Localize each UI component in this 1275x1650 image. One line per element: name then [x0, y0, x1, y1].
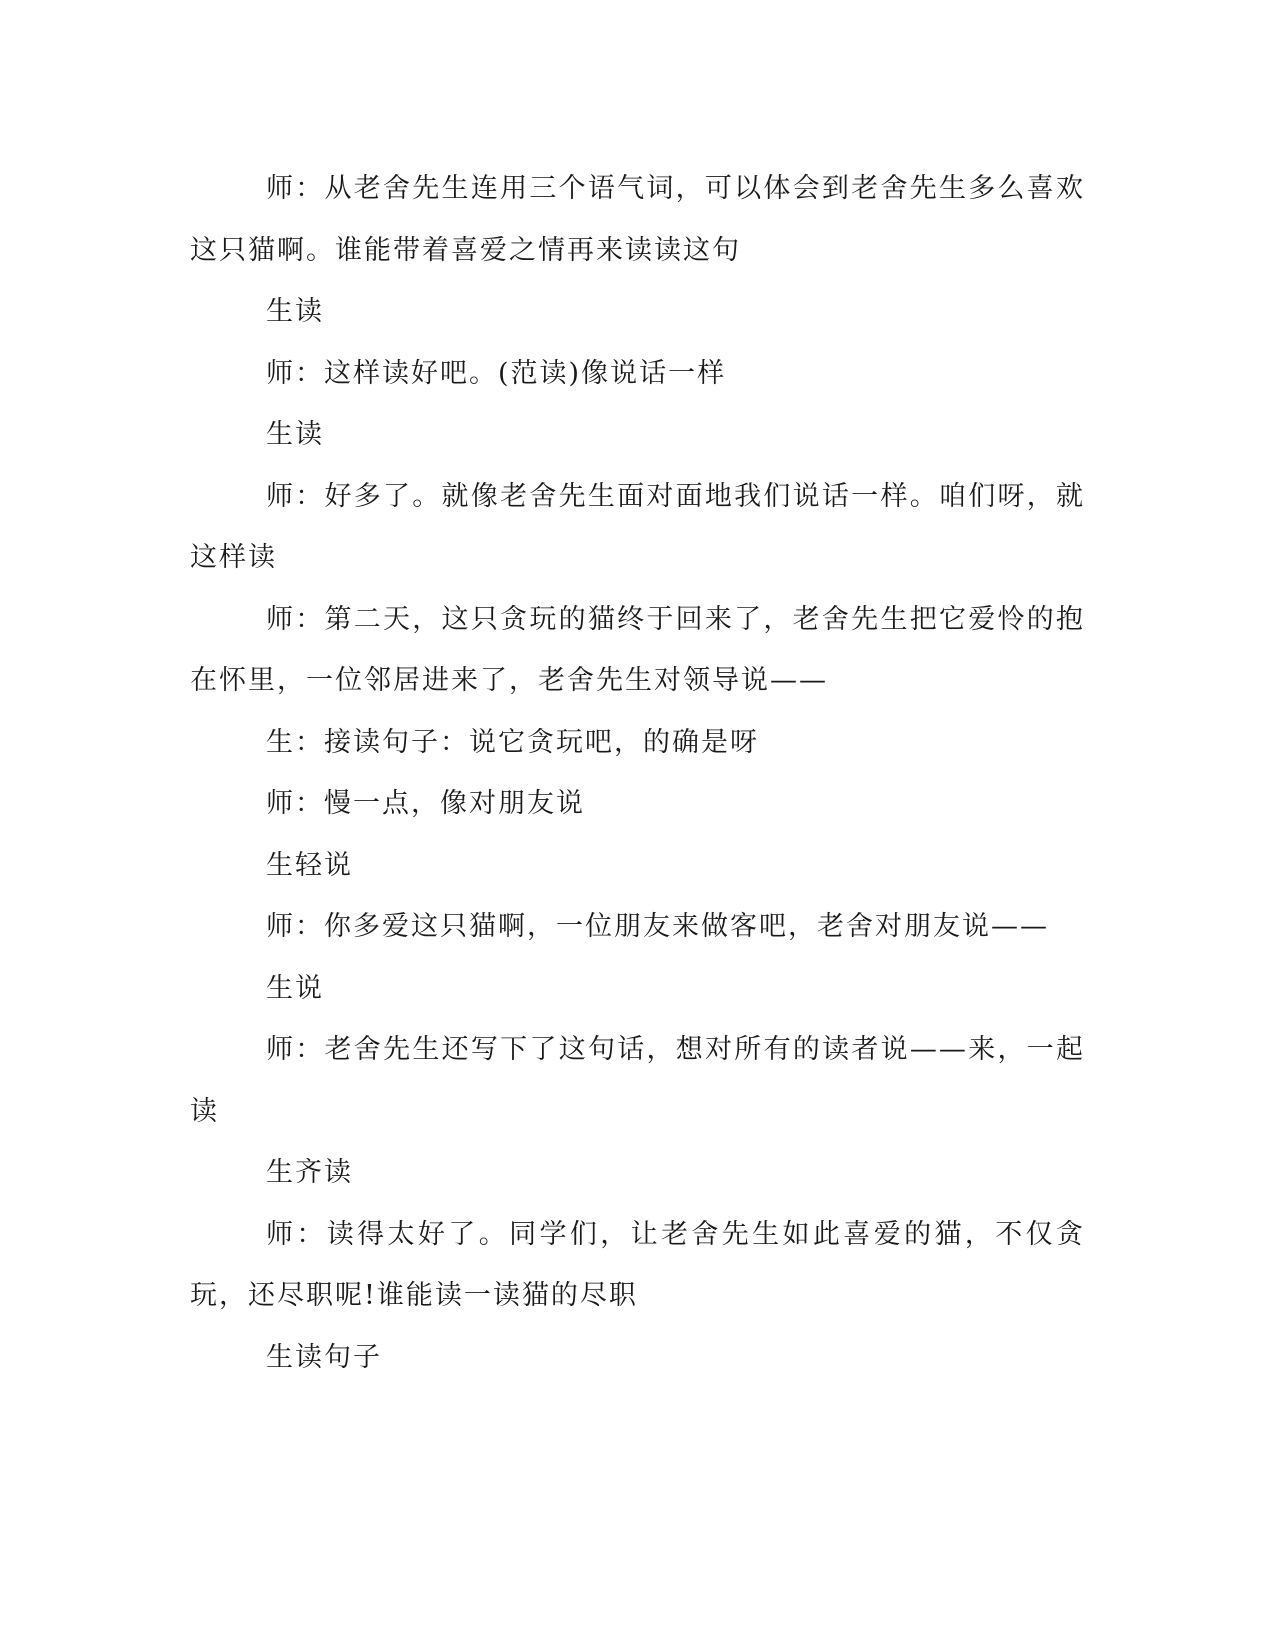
paragraph: 生齐读	[266, 1157, 353, 1188]
document-body	[190, 158, 1085, 1388]
paragraph: 师：好多了。就像老舍先生面对面地我们说话一样。咱们呀，就这样读	[190, 480, 1085, 573]
paragraph: 生读	[266, 296, 324, 327]
paragraph: 生读句子	[266, 1341, 382, 1373]
paragraph: 师：读得太好了。同学们，让老舍先生如此喜爱的猫，不仅贪玩，还尽职呢!谁能读一读猫的尽职	[190, 1218, 1085, 1311]
paragraph: 师：从老舍先生连用三个语气词，可以体会到老舍先生多么喜欢这只猫啊。谁能带着喜爱之情再来读读这句	[190, 173, 1085, 266]
paragraph: 生读	[266, 419, 324, 450]
paragraph: 生说	[266, 972, 324, 1004]
paragraph: 师：这样读好吧。(范读)像说话一样	[266, 357, 727, 389]
paragraph: 生轻说	[266, 849, 353, 881]
paragraph: 师：老舍先生还写下了这句话，想对所有的读者说——来，一起读	[190, 1034, 1085, 1127]
paragraph: 生：接读句子：说它贪玩吧，的确是呀	[266, 726, 759, 758]
paragraph: 师：第二天，这只贪玩的猫终于回来了，老舍先生把它爱怜的抱在怀里，一位邻居进来了，老舍先生对领导说——	[190, 603, 1085, 696]
paragraph: 师：慢一点，像对朋友说	[266, 788, 585, 819]
paragraph: 师：你多爱这只猫啊，一位朋友来做客吧，老舍对朋友说——	[266, 911, 1049, 942]
